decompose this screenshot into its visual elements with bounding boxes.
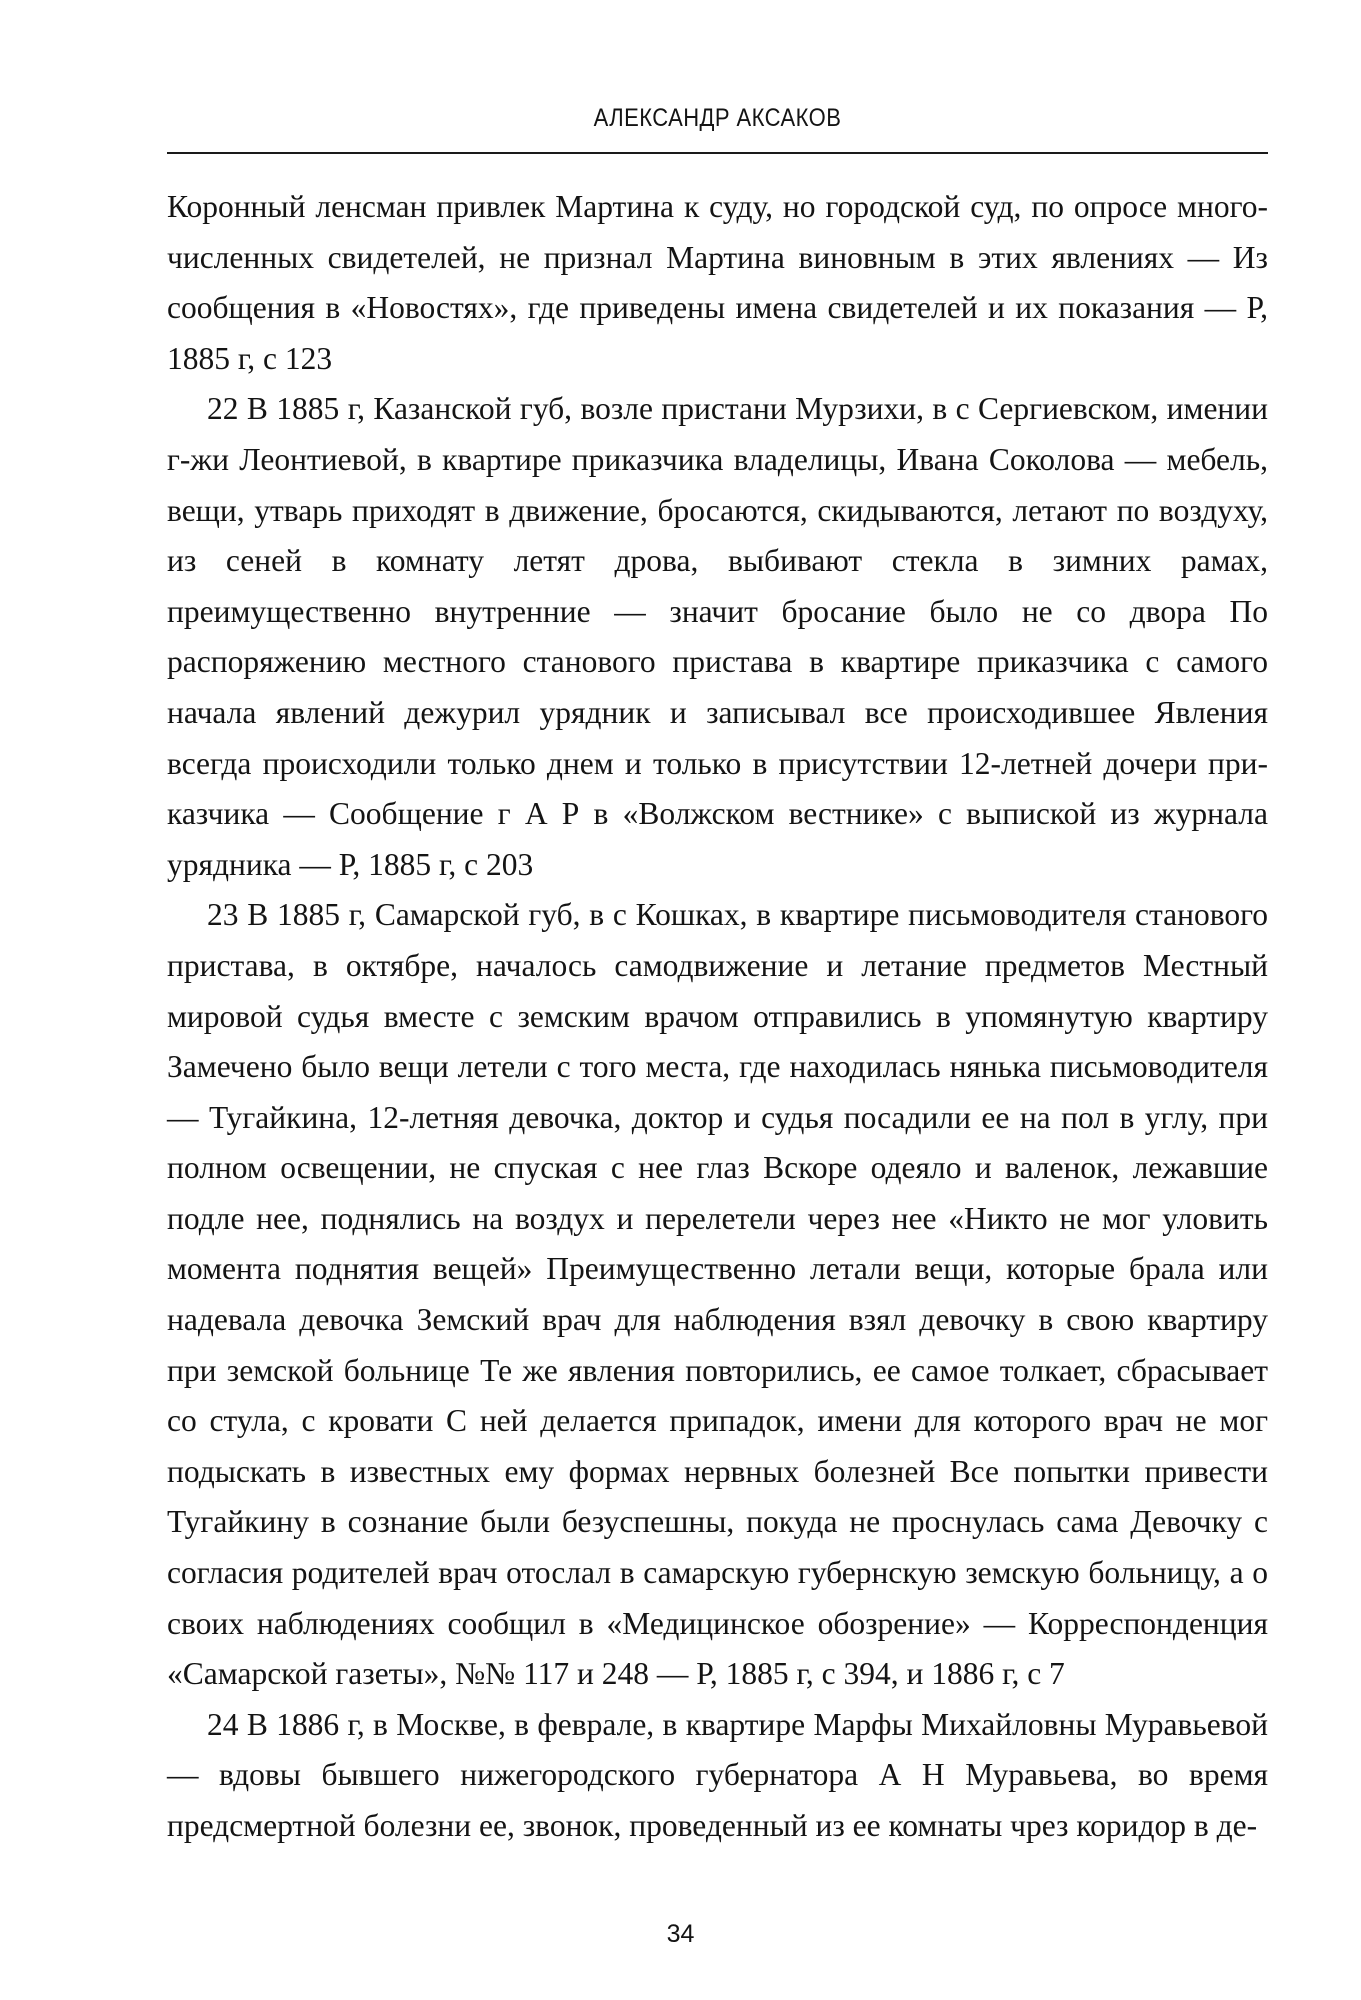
paragraph-continued: Коронный ленсман привлек Мартина к суду, но городской суд, по опросе многочисленных свидетелей, не признал Мартина виновным в этих явлениях — Из сообщения в «Новостях», где приведены имена свидетелей и их показания — Р, 1885 г, с 123 [167, 189, 1268, 376]
running-head: АЛЕКСАНДР АКСАКОВ [593, 104, 842, 132]
paragraph-24: 24 В 1886 г, в Москве, в феврале, в квартире Марфы Михайловны Муравьевой — вдовы бывшего нижегородского губернатора А Н Муравьева, во время предсмертной болезни ее, звонок, проведенный из ее комнаты чрез коридор в де- [167, 1706, 1268, 1843]
paragraph-23: 23 В 1885 г, Самарской губ, в с Кошках, в квартире письмоводителя станового пристава, в октябре, началось самодвижение и летание предметов Местный мировой судья вместе с земским врачом отправились в упомянутую квартиру Замечено было вещи летели с того места, где находилась нянька письмоводителя — Тугайкина, 12-летняя девочка, доктор и судья посадили ее на пол в углу, при полном освещении, не спуская с нее глаз Вскоре одеяло и валенок, лежавшие подле нее, поднялись на воздух и перелетели через нее «Никто не мог уловить момента поднятия вещей» Преимущественно летали вещи, которые брала или надевала девочка Земский врач для наблюдения взял девочку в свою квартиру при земской больнице Те же явления повторились, ее самое толкает, сбрасывает со стула, с кровати С ней делается припадок, имени для которого врач не мог подыскать в известных ему формах нервных болезней Все попытки привести Тугайкину в сознание были безуспешны, покуда не проснулась сама Девочку с согласия родителей врач отослал в самарскую губернскую земскую больницу, а о своих наблюдениях сообщил в «Медицинское обозрение» — Корреспонденция «Самарской газеты», №№ 117 и 248 — Р, 1885 г, с 394, и 1886 г, с 7 [167, 897, 1268, 1692]
header-rule [167, 152, 1268, 154]
body-text [167, 182, 1268, 1852]
page-number: 34 [666, 1920, 695, 1948]
paragraph-22: 22 В 1885 г, Казанской губ, возле пристани Мурзихи, в с Сергиевском, имении г-жи Леонтиевой, в квартире приказчика владелицы, Ивана Соколова — мебель, вещи, утварь приходят в движение, бросаются, скидываются, летают по воздуху, из сеней в комнату летят дрова, выбивают стекла в зимних рамах, преимущественно внутренние — значит бросание было не со двора По распоряжению местного станового пристава в квартире приказчика с самого начала явлений дежурил урядник и записывал все происходившее Явления всегда происходили только днем и только в присутствии 12-летней дочери приказчика — Сообщение г А Р в «Волжском вестнике» с выпиской из журнала урядника — Р, 1885 г, с 203 [167, 391, 1268, 882]
